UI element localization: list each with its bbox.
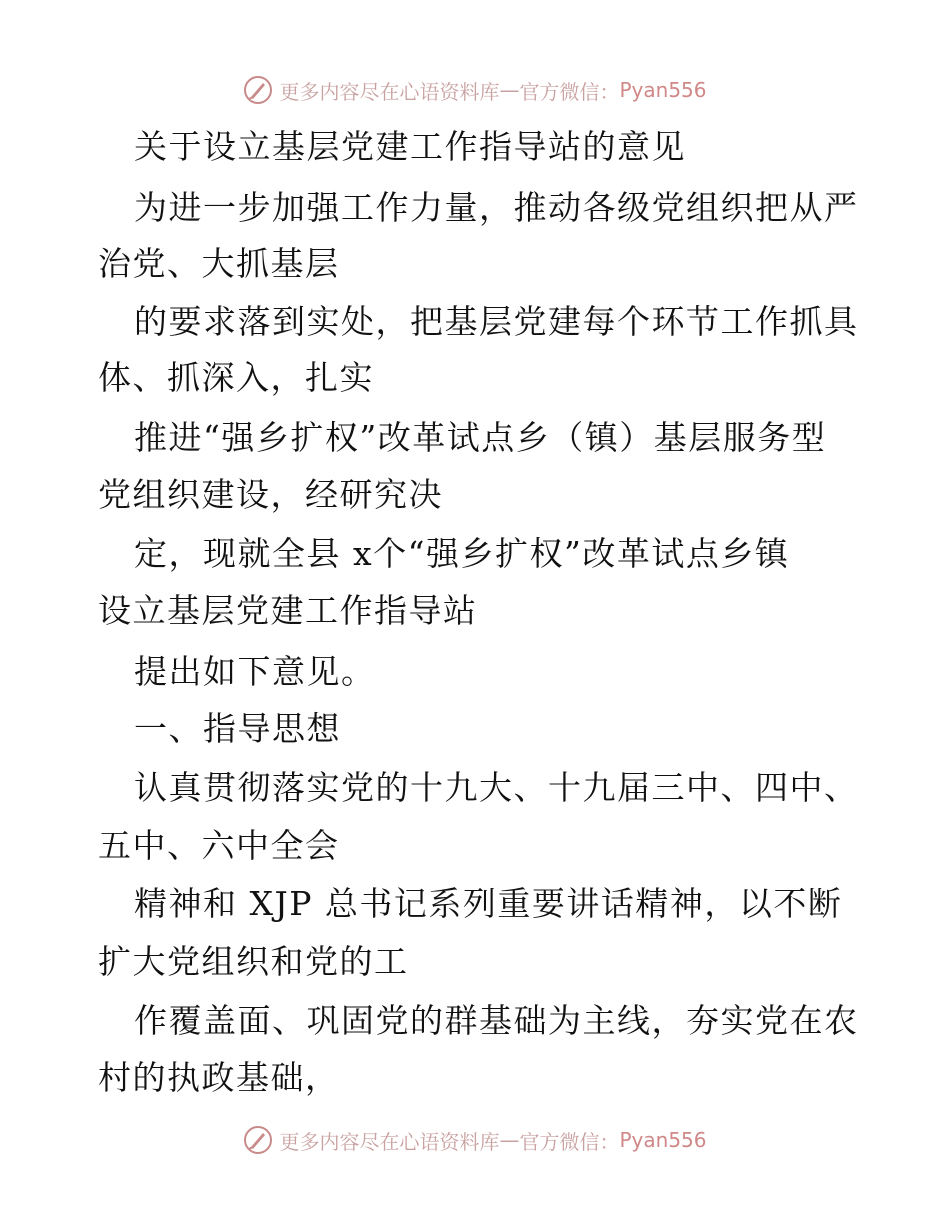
paragraph-line: 提出如下意见。 [134,652,376,691]
paragraph-line: 作覆盖面、巩固党的群基础为主线，夯实党在农 [134,1001,859,1040]
watermark-id: Pyan556 [619,1128,707,1152]
watermark-id: Pyan556 [619,78,707,102]
paragraph-line: 定，现就全县 x个“强乡扩权”改革试点乡镇 [134,534,790,573]
paragraph-line: 精神和 XJP 总书记系列重要讲话精神，以不断 [134,884,843,923]
paragraph-line: 的要求落到实处，把基层党建每个环节工作抓具 [134,302,859,341]
paragraph-line: 扩大党组织和党的工 [98,942,409,981]
paragraph-line: 认真贯彻落实党的十九大、十九届三中、四中、 [134,768,859,807]
paragraph-line: 五中、六中全会 [98,826,340,865]
paragraph-line: 村的执政基础， [98,1058,340,1097]
document-title: 关于设立基层党建工作指导站的意见 [134,127,686,166]
watermark-footer [0,1120,950,1160]
paragraph-line: 推进“强乡扩权”改革试点乡（镇）基层服务型 [134,418,827,457]
paragraph-line: 党组织建设，经研究决 [98,475,443,514]
paragraph-line: 治党、大抓基层 [98,244,340,283]
watermark-channel: 官方微信： [519,79,620,104]
watermark-channel: 官方微信： [519,1129,620,1154]
section-heading: 一、指导思想 [134,709,341,748]
paragraph-line: 为进一步加强工作力量，推动各级党组织把从严 [134,188,859,227]
paragraph-line: 体、抓深入，扎实 [98,358,374,397]
paragraph-line: 设立基层党建工作指导站 [98,591,478,630]
watermark-separator: — [499,1128,520,1152]
watermark-text: 更多内容尽在心语资料库 [279,79,500,104]
watermark-text: 更多内容尽在心语资料库 [279,1129,500,1154]
watermark-separator: — [499,78,520,102]
feather-pen-logo-icon [243,1125,273,1155]
